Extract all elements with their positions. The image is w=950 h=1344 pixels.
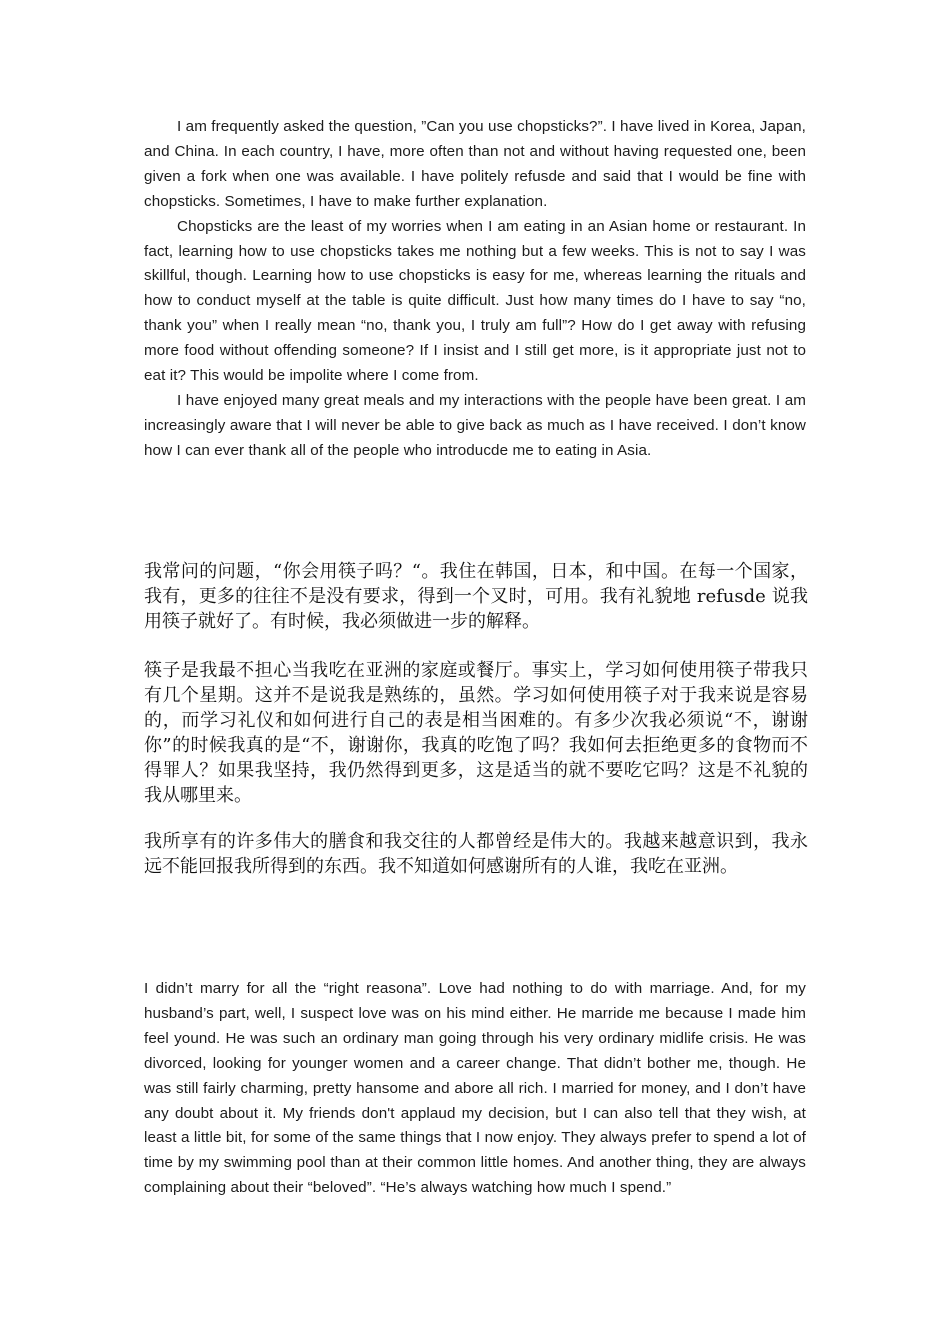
translation-paragraph-3: 我所享有的许多伟大的膳食和我交往的人都曾经是伟大的。我越来越意识到，我永远不能回报我所得到的东西。我不知道如何感谢所有的人谁，我吃在亚洲。 bbox=[144, 831, 808, 877]
essay1-paragraph-2: Chopsticks are the least of my worries when I am eating in an Asian home or restaurant. In fact, learning how to use chopsticks takes me nothing but a few weeks. This is not to say I was skillful, though. Learning how to use chopsticks is easy for me, whereas learning the rituals and how to conduct myself at the table is quite difficult. Just how many times do I have to say “no, thank you” when I really mean “no, thank you, I truly am full”? How do I get away with refusing more food without offending someone? If I insist and I still get more, is it appropriate just not to eat it? This would be impolite where I come from. bbox=[144, 217, 806, 385]
chinese-translation-paragraph-1 bbox=[144, 559, 808, 634]
essay-marriage-english bbox=[144, 977, 806, 1201]
chinese-translation-paragraph-3 bbox=[144, 829, 808, 879]
translation-paragraph-2: 筷子是我最不担心当我吃在亚洲的家庭或餐厅。事实上，学习如何使用筷子带我只有几个星期。这并不是说我是熟练的，虽然。学习如何使用筷子对于我来说是容易的，而学习礼仪和如何进行自己的表是相当困难的。有多少次我必须说“不，谢谢你”的时候我真的是“不，谢谢你，我真的吃饱了吗？我如何去拒绝更多的食物而不得罪人？如果我坚持，我仍然得到更多，这是适当的就不要吃它吗？这是不礼貌的我从哪里来。 bbox=[144, 660, 808, 806]
translation-paragraph-1: 我常问的问题，“你会用筷子吗？“。我住在韩国，日本，和中国。在每一个国家，我有，更多的往往不是没有要求，得到一个叉时，可用。我有礼貌地 refusde 说我用筷子就好了。有时候，我必须做进一步的解释。 bbox=[144, 561, 808, 632]
essay1-paragraph-1: I am frequently asked the question, ”Can you use chopsticks?”. I have lived in Korea, Japan, and China. In each country, I have, more often than not and without having requested one, been given a fork when one was available. I have politely refusde and said that I would be fine with chopsticks. Sometimes, I have to make further explanation. bbox=[144, 118, 806, 210]
essay2-paragraph: I didn’t marry for all the “right reasona”. Love had nothing to do with marriage. And, for my husband’s part, well, I suspect love was on his mind either. He marride me because I made him feel yound. He was such an ordinary man going through his very ordinary midlife crisis. He was divorced, looking for younger women and a career change. That didn’t bother me, though. He was still fairly charming, pretty hansome and abore all rich. I married for money, and I don’t have any doubt about it. My friends don't applaud my decision, but I can also tell that they wish, at least a little bit, for some of the same things that I now enjoy. They always prefer to spend a lot of time by my swimming pool than at their common little homes. And another thing, they are always complaining about their “beloved”. “He’s always watching how much I spend.” bbox=[144, 980, 806, 1197]
essay1-paragraph-3: I have enjoyed many great meals and my interactions with the people have been great. I am increasingly aware that I will never be able to give back as much as I have received. I don’t know how I can ever thank all of the people who introducde me to eating in Asia. bbox=[144, 391, 806, 459]
chinese-translation-paragraph-2 bbox=[144, 658, 808, 808]
essay-chopsticks-english bbox=[144, 115, 806, 464]
